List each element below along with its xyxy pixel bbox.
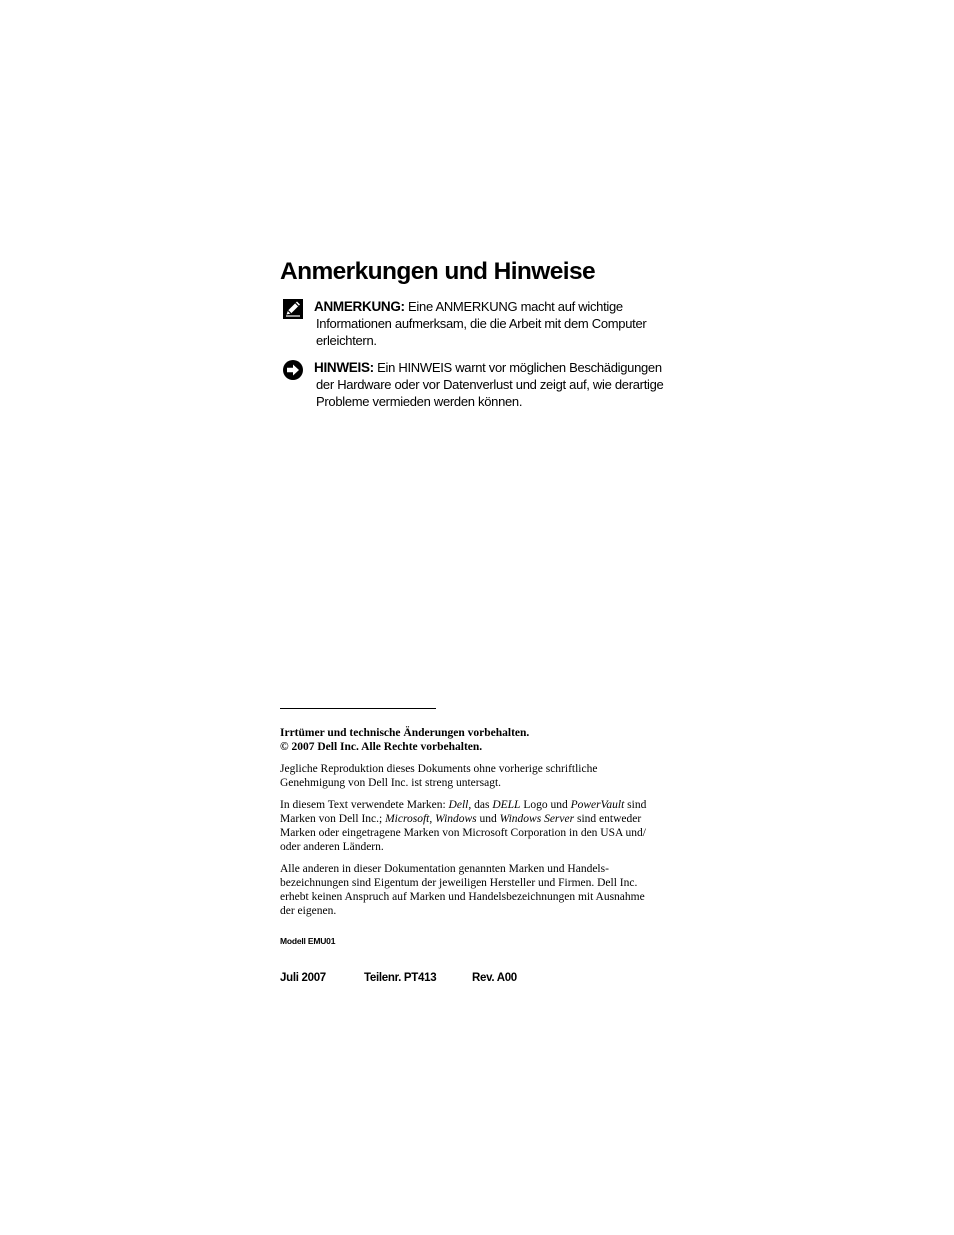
note-block xyxy=(282,298,682,349)
warning-label: HINWEIS: xyxy=(314,360,374,375)
trademark-notice: In diesem Text verwendete Marken: Dell, das DELL Logo und PowerVault sind Marken von Dell Inc.; Microsoft, Windows und Windows Server sind entweder Marken oder eingetragene Marken von Microsoft Corporation in den USA und/ oder anderen Ländern. xyxy=(280,799,647,853)
model-number: Modell EMU01 xyxy=(280,936,336,946)
disclaimer-text: Irrtümer und technische Änderungen vorbehalten. xyxy=(280,727,530,739)
page-title: Anmerkungen und Hinweise xyxy=(280,258,596,285)
warning-block xyxy=(282,359,682,410)
warning-text: Ein HINWEIS warnt vor möglichen Beschädigungen xyxy=(373,360,662,375)
arrow-hint-icon xyxy=(282,359,304,381)
other-trademarks-notice: Alle anderen in dieser Dokumentation genannten Marken und Handels- bezeichnungen sind Eigentum der jeweiligen Hersteller und Firmen. Dell Inc. erhebt keinen Anspruch auf Marken und Handelsbezeichnungen mit Ausnahme der eigenen. xyxy=(280,863,645,917)
note-label: ANMERKUNG: xyxy=(314,299,405,314)
note-text: erleichtern. xyxy=(316,333,377,348)
publication-date: Juli 2007 xyxy=(280,972,326,984)
part-number: Teilenr. PT413 xyxy=(364,972,437,984)
warning-text: der Hardware oder vor Datenverlust und zeigt auf, wie derartige xyxy=(316,377,664,392)
pencil-note-icon xyxy=(282,298,304,320)
revision: Rev. A00 xyxy=(472,972,517,984)
reproduction-notice: Jegliche Reproduktion dieses Dokuments ohne vorherige schriftliche Genehmigung von Dell Inc. ist streng untersagt. xyxy=(280,763,598,789)
copyright-text: © 2007 Dell Inc. Alle Rechte vorbehalten. xyxy=(280,741,483,753)
warning-text: Probleme vermieden werden können. xyxy=(316,394,523,409)
footnote-divider xyxy=(280,708,436,709)
note-text: Informationen aufmerksam, die die Arbeit mit dem Computer xyxy=(316,316,647,331)
legal-notice xyxy=(280,726,680,926)
note-text: Eine ANMERKUNG macht auf wichtige xyxy=(404,299,623,314)
